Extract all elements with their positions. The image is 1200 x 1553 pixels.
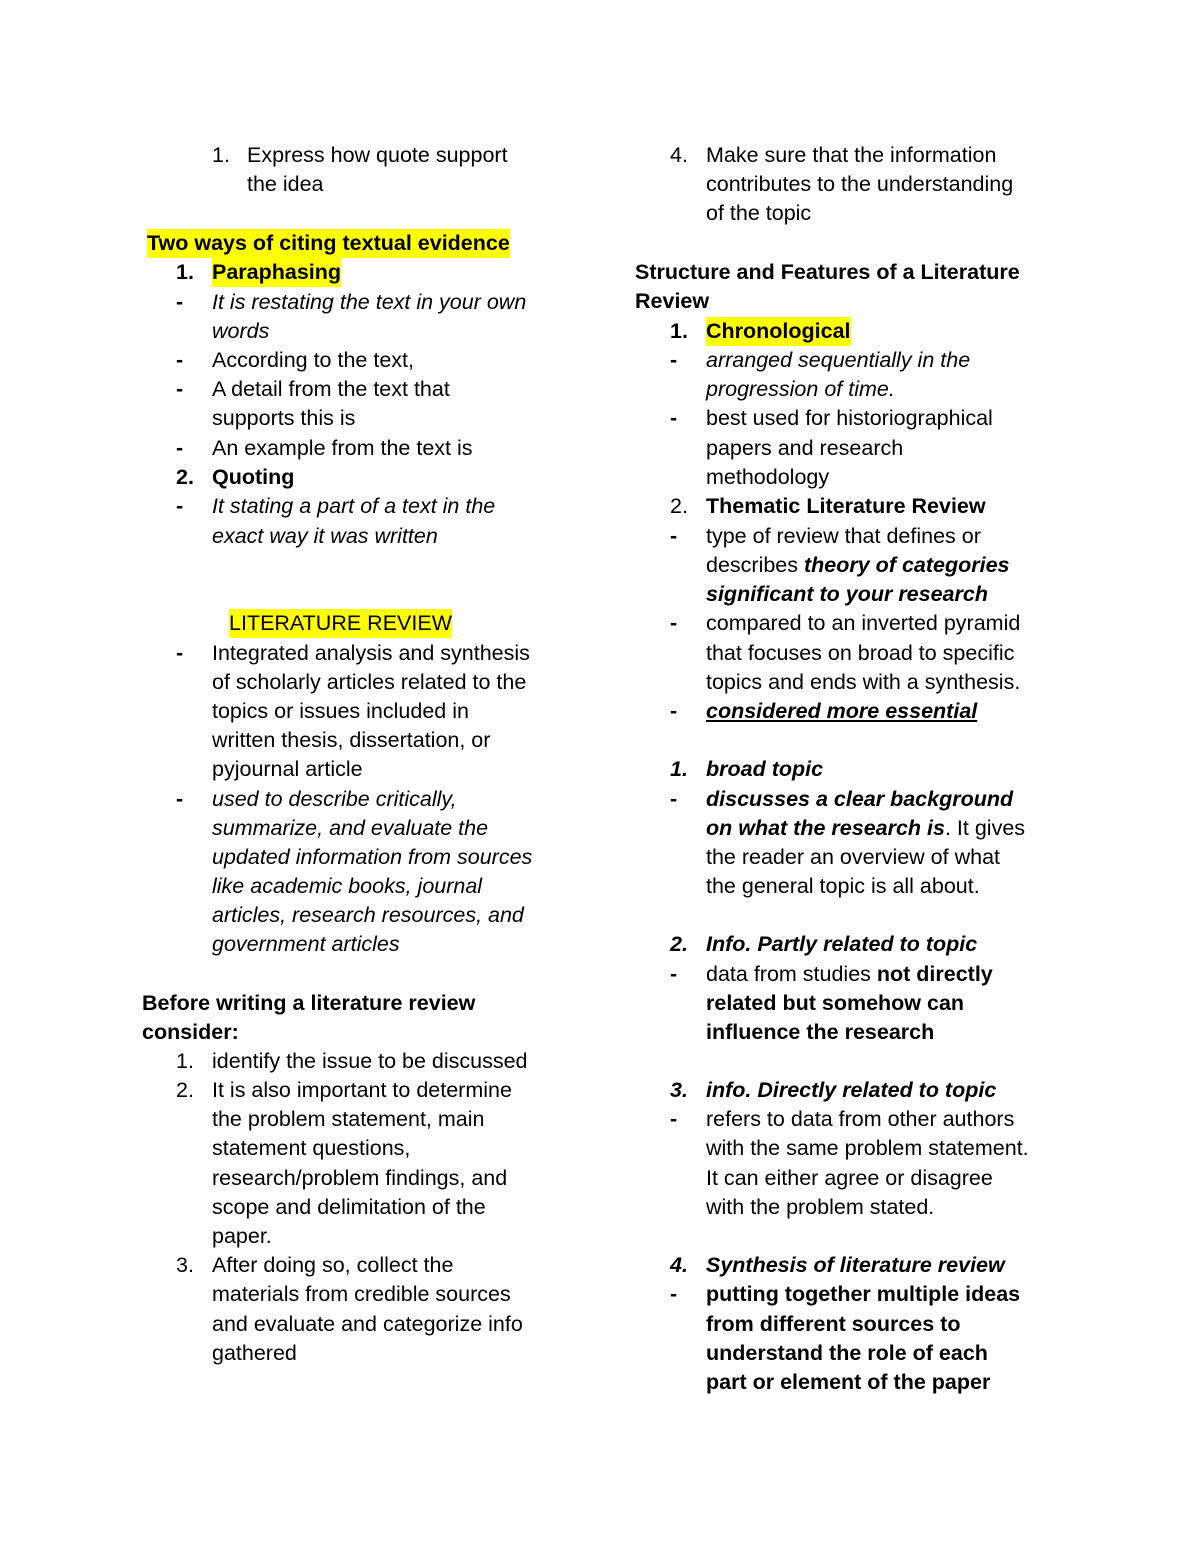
list-item-line: statement questions, xyxy=(212,1136,411,1160)
list-item-line: paper. xyxy=(212,1224,272,1248)
list-number: 4. xyxy=(670,1253,688,1277)
bullet-line: Integrated analysis and synthesis xyxy=(212,641,530,665)
bullet-line: An example from the text is xyxy=(212,436,473,460)
before-writing-heading: consider: xyxy=(142,1020,239,1044)
bullet-line: updated information from sources xyxy=(212,845,533,869)
bullet-line: It is restating the text in your own xyxy=(212,290,527,314)
bullet-line: progression of time. xyxy=(706,377,895,401)
bullet-line: part or element of the paper xyxy=(706,1370,991,1394)
bullet-line: related but somehow can xyxy=(706,991,965,1015)
bullet-line xyxy=(706,814,1025,843)
list-item-line: It is also important to determine xyxy=(212,1078,512,1102)
bullet-text: describes xyxy=(706,553,804,577)
list-number: 2. xyxy=(176,1078,194,1102)
bullet-line: A detail from the text that xyxy=(212,377,450,401)
chronological-label: Chronological xyxy=(706,317,851,346)
bullet-line: arranged sequentially in the xyxy=(706,348,971,372)
bullet-dash: - xyxy=(670,1282,678,1306)
bullet-dash: - xyxy=(176,290,184,314)
bullet-line: of scholarly articles related to the xyxy=(212,670,527,694)
list-number: 2. xyxy=(176,465,194,489)
list-item-line: scope and delimitation of the xyxy=(212,1195,486,1219)
bullet-line: like academic books, journal xyxy=(212,874,483,898)
bullet-emphasis: not directly xyxy=(876,962,993,986)
list-number: 2. xyxy=(670,494,688,518)
bullet-dash: - xyxy=(176,787,184,811)
bullet-line: articles, research resources, and xyxy=(212,903,524,927)
bullet-line: written thesis, dissertation, or xyxy=(212,728,491,752)
bullet-dash: - xyxy=(670,524,678,548)
bullet-line: government articles xyxy=(212,932,400,956)
bullet-dash: - xyxy=(670,787,678,811)
bullet-line: that focuses on broad to specific xyxy=(706,641,1015,665)
list-number: 1. xyxy=(176,1049,194,1073)
bullet-emphasis: theory of categories xyxy=(804,553,1010,577)
structure-heading: Structure and Features of a Literature xyxy=(635,260,1020,284)
bullet-line: with the same problem statement. xyxy=(706,1136,1029,1160)
bullet-line: considered more essential xyxy=(706,699,978,723)
bullet-line: According to the text, xyxy=(212,348,414,372)
quoting-label: Quoting xyxy=(212,465,295,489)
partly-related-label: Info. Partly related to topic xyxy=(706,932,978,956)
list-item-line: research/problem findings, and xyxy=(212,1166,508,1190)
bullet-line: It can either agree or disagree xyxy=(706,1166,993,1190)
bullet-dash: - xyxy=(670,348,678,372)
directly-related-label: info. Directly related to topic xyxy=(706,1078,997,1102)
thematic-label: Thematic Literature Review xyxy=(706,494,986,518)
structure-heading: Review xyxy=(635,289,710,313)
list-item-line: materials from credible sources xyxy=(212,1282,511,1306)
list-item-line: contributes to the understanding xyxy=(706,172,1014,196)
bullet-emphasis: on what the research is xyxy=(706,816,945,840)
bullet-line: topics or issues included in xyxy=(212,699,469,723)
list-item-line: of the topic xyxy=(706,201,812,225)
list-number: 3. xyxy=(670,1078,688,1102)
bullet-line: exact way it was written xyxy=(212,524,438,548)
bullet-line: with the problem stated. xyxy=(706,1195,935,1219)
citing-heading: Two ways of citing textual evidence xyxy=(147,229,510,258)
bullet-line: the reader an overview of what xyxy=(706,845,1000,869)
bullet-line xyxy=(706,551,1010,580)
bullet-line: supports this is xyxy=(212,406,356,430)
bullet-line: influence the research xyxy=(706,1020,935,1044)
list-item-line: the problem statement, main xyxy=(212,1107,485,1131)
bullet-line: methodology xyxy=(706,465,830,489)
list-number: 1. xyxy=(212,143,230,167)
bullet-line: best used for historiographical xyxy=(706,406,993,430)
broad-topic-label: broad topic xyxy=(706,757,824,781)
list-number: 1. xyxy=(176,260,194,284)
bullet-line: refers to data from other authors xyxy=(706,1107,1015,1131)
bullet-line xyxy=(706,960,993,989)
list-number: 1. xyxy=(670,757,688,781)
bullet-line: type of review that defines or xyxy=(706,524,981,548)
list-number: 2. xyxy=(670,932,688,956)
bullet-line: topics and ends with a synthesis. xyxy=(706,670,1021,694)
bullet-line: pyjournal article xyxy=(212,757,363,781)
synthesis-label: Synthesis of literature review xyxy=(706,1253,1005,1277)
bullet-line: compared to an inverted pyramid xyxy=(706,611,1021,635)
list-item-line: Make sure that the information xyxy=(706,143,997,167)
list-number: 4. xyxy=(670,143,688,167)
bullet-line: putting together multiple ideas xyxy=(706,1282,1021,1306)
bullet-dash: - xyxy=(176,348,184,372)
bullet-line: papers and research xyxy=(706,436,904,460)
bullet-dash: - xyxy=(176,494,184,518)
bullet-dash: - xyxy=(670,406,678,430)
bullet-dash: - xyxy=(176,641,184,665)
bullet-dash: - xyxy=(670,699,678,723)
paraphrasing-label: Paraphasing xyxy=(212,258,341,287)
bullet-line: discusses a clear background xyxy=(706,787,1014,811)
list-item-line: identify the issue to be discussed xyxy=(212,1049,528,1073)
before-writing-heading: Before writing a literature review xyxy=(142,991,476,1015)
bullet-line: from different sources to xyxy=(706,1312,961,1336)
bullet-line: summarize, and evaluate the xyxy=(212,816,489,840)
bullet-dash: - xyxy=(670,1107,678,1131)
bullet-dash: - xyxy=(670,611,678,635)
list-number: 3. xyxy=(176,1253,194,1277)
bullet-text: data from studies xyxy=(706,962,877,986)
intro-item-line: Express how quote support xyxy=(247,143,508,167)
list-item-line: After doing so, collect the xyxy=(212,1253,454,1277)
bullet-line: words xyxy=(212,319,270,343)
bullet-line: significant to your research xyxy=(706,582,988,606)
bullet-line: It stating a part of a text in the xyxy=(212,494,496,518)
bullet-line: the general topic is all about. xyxy=(706,874,980,898)
bullet-dash: - xyxy=(176,436,184,460)
bullet-text: . It gives xyxy=(944,816,1026,840)
list-item-line: gathered xyxy=(212,1341,297,1365)
bullet-line: used to describe critically, xyxy=(212,787,457,811)
intro-item-line: the idea xyxy=(247,172,324,196)
bullet-line: understand the role of each xyxy=(706,1341,988,1365)
bullet-dash: - xyxy=(670,962,678,986)
list-number: 1. xyxy=(670,319,688,343)
literature-review-heading: LITERATURE REVIEW xyxy=(229,609,452,638)
bullet-dash: - xyxy=(176,377,184,401)
list-item-line: and evaluate and categorize info xyxy=(212,1312,523,1336)
